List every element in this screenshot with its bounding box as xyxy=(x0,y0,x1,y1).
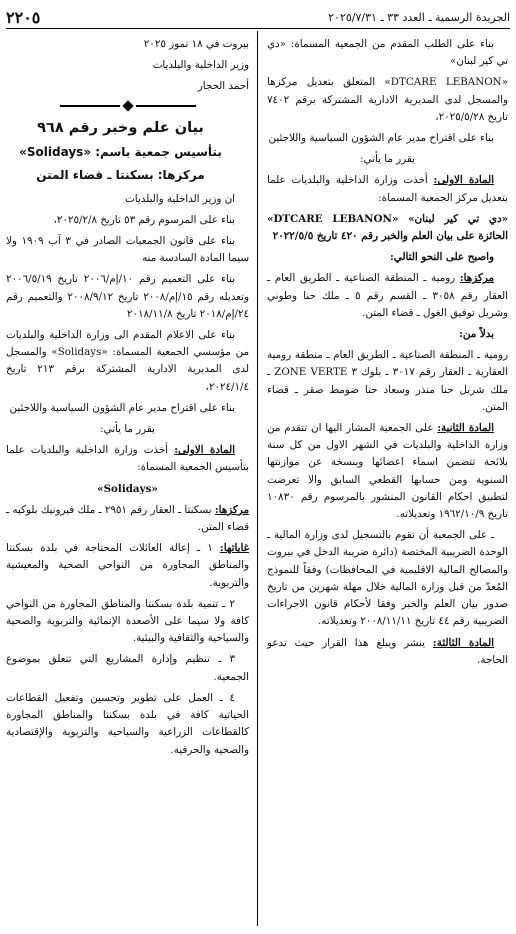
article-label: المادة الثالثة: xyxy=(432,636,494,649)
association-name: «دي تي كير لبنان» «DTCARE LEBANON» الحائزة على بيان العلم والخبر رقم ٤٢٠ تاريخ ٢٠٢٢/٥/٥ xyxy=(267,212,509,243)
minister-title: وزير الداخلية والبلديات xyxy=(152,59,249,72)
decides-heading: يقرر ما يأتي: xyxy=(100,423,155,436)
hq-text: بسكنتا ـ العقار رقم ٢٩٥١ ـ ملك فيرونيك بلوكيه ـ قضاء المتن. xyxy=(6,503,249,534)
paragraph: «DTCARE LEBANON» المتعلق بتعديل مركزها والمسجل لدى المديرية الادارية المشتركة برقم ٧٤٠٢ تاريخ ٢٠٢٥/٥/٢٨، xyxy=(267,76,508,123)
paragraph: بناء على الاعلام المقدم الى وزارة الداخلية والبلديات من مؤسسي الجمعية المسماة: «Solidays» والمسجل لدى المديرية الادارية المشتركة برقم ٢١٣ تاريخ ٢٠٢٤/١/٤، xyxy=(6,329,249,393)
page-header xyxy=(6,6,510,29)
place-date: بيروت في ١٨ تموز ٢٠٢٥ xyxy=(143,38,249,50)
goal-item: ٣ ـ تنظيم وإدارة المشاريع التي تتعلق بموضوع الجمعية. xyxy=(6,653,249,683)
goals-label: غاياتها: xyxy=(219,542,249,555)
gazette-issue-line: الجريدة الرسمية ـ العدد ٣٣ ـ ٢٠٢٥/٧/٣١ xyxy=(328,10,510,24)
paragraph: بناء على التعميم رقم ١٠/إم/٢٠٠٦ تاريخ ٢٠٠٦/٥/١٩ وتعديله رقم ١٥/إم/٢٠٠٨ تاريخ ٢٠٠٨/٩/١٢ والتعميم رقم ٢٤/إم/٢٠١٨ تاريخ ٢٠١٨/١١/٨ xyxy=(6,273,249,320)
association-name: «Solidays» xyxy=(97,482,158,495)
hq-label: مركزها: xyxy=(214,503,249,516)
article-label: المادة الاولى: xyxy=(174,444,235,457)
article-text: أخذت وزارة الداخلية والبلديات علما بتعديل مركز الجمعية المسماة: xyxy=(267,174,508,204)
column-divider xyxy=(257,31,258,926)
paragraph: بناء على الطلب المقدم من الجمعية المسماة: «دي تي كير لبنان» xyxy=(267,38,508,68)
article-label: المادة الثانية: xyxy=(437,422,494,435)
becomes-heading: واصبح على النحو التالي: xyxy=(389,251,494,264)
goal-item: ٢ ـ تنمية بلدة بسكنتا والمناطق المجاورة من النواحي كافة ولا سيما على الأصعدة الإنمائية والتربوية والصحية والسياحية والثقافية والبيئية. xyxy=(6,597,249,645)
article-text: على الجمعية المشار اليها ان تتقدم من وزارة الداخلية والبلديات في الشهر الاول من كل سنة بلائحة تتضمن اسماء اعضائها وبنسخة عن موازنتها السنوية ومن حسابها القطعي السابق والا تعرضت لتطبيق احكام القانون المنشور بالمرسوم رقم ١٠٨٣٠ تاريخ ١٩٦٢/١٠/٩ وتعديلاته. xyxy=(267,422,508,521)
article-text: ينشر ويبلغ هذا القرار حيث تدعو الحاجة. xyxy=(267,636,508,666)
notice-title: بيان علم وخبر رقم ٩٦٨ xyxy=(37,119,204,136)
paragraph: بناء على المرسوم رقم ٥٣ تاريخ ٢٠٢٥/٢/٨، xyxy=(53,213,235,226)
article-label: المادة الاولى: xyxy=(433,174,494,187)
minister-name: أحمد الحجار xyxy=(197,80,249,93)
right-column xyxy=(267,36,508,673)
instead-heading: بدلاً من: xyxy=(459,328,494,341)
notice-subtitle: بتأسيس جمعية باسم: «Solidays» xyxy=(19,144,222,159)
hq-text: رومية ـ المنطقة الصناعية ـ الطريق العام ـ العقار رقم ٣٠٥٨ ـ القسم رقم ٥ ـ ملك حنا وطوني وشربل توفيق الغول ـ قضاء المتن. xyxy=(267,272,508,319)
article-text: أخذت وزارة الداخلية والبلديات علما بتأسيس الجمعية المسماة: xyxy=(6,444,249,474)
paragraph: ان وزير الداخلية والبلديات xyxy=(125,192,235,205)
notice-location: مركزها: بسكنتا ـ قضاء المتن xyxy=(36,167,205,182)
decides-heading: يقرر ما يأتي: xyxy=(360,153,415,166)
paragraph: ـ على الجمعية أن تقوم بالتسجيل لدى وزارة المالية ـ الوحدة الضريبية المختصة (دائرة ضريبة الدخل في بيروت والمصالح المالية الاقليمية في المحافظات) وفقاً للنموذج المُعدّ من قبل وزارة المالية خلال مهلة شهرين من تاريخ صدور بيان العلم والخبر وفقا لأحكام قانون الاجراءات الضريبية رقم ٤٤ تاريخ ٢٠٠٨/١١/١١ وتعديلاته. xyxy=(267,529,508,628)
left-column xyxy=(6,36,249,763)
goal-item: ٤ ـ العمل على تطوير وتحسين وتفعيل القطاعات الحياتية كافة في بلدة بسكنتا والمناطق المجاورة كالقطاعات الزراعية والسياحية والتربوية والإقتصادية والصحية والحرفية. xyxy=(6,691,249,756)
paragraph: بناء على اقتراح مدير عام الشؤون السياسية واللاجئين xyxy=(9,401,235,414)
page-number: ٢٢٠٥ xyxy=(6,7,41,27)
old-hq-text: رومية ـ المنطقة الصناعية ـ الطريق العام ـ منطقة رومية العقارية ـ العقار رقم ٣٠١٧ ـ بلوك ٣ ZONE VERTE ـ ملك شربل حنا منذر وسعاد حنا ضومط صقر ـ قضاء المتن. xyxy=(267,349,509,413)
goal-item: ١ ـ إعالة العائلات المحتاجة في بلدة بسكنتا والمناطق المجاورة من النواحي الصحية والمعيشية والتربوية. xyxy=(6,542,249,589)
hq-label: مركزها: xyxy=(459,272,494,285)
section-divider xyxy=(6,102,249,110)
paragraph: بناء على اقتراح مدير عام الشؤون السياسية واللاجئين xyxy=(268,132,494,145)
paragraph: بناء على قانون الجمعيات الصادر في ٣ آب ١٩٠٩ ولا سيما المادة السادسة منه xyxy=(6,235,249,265)
